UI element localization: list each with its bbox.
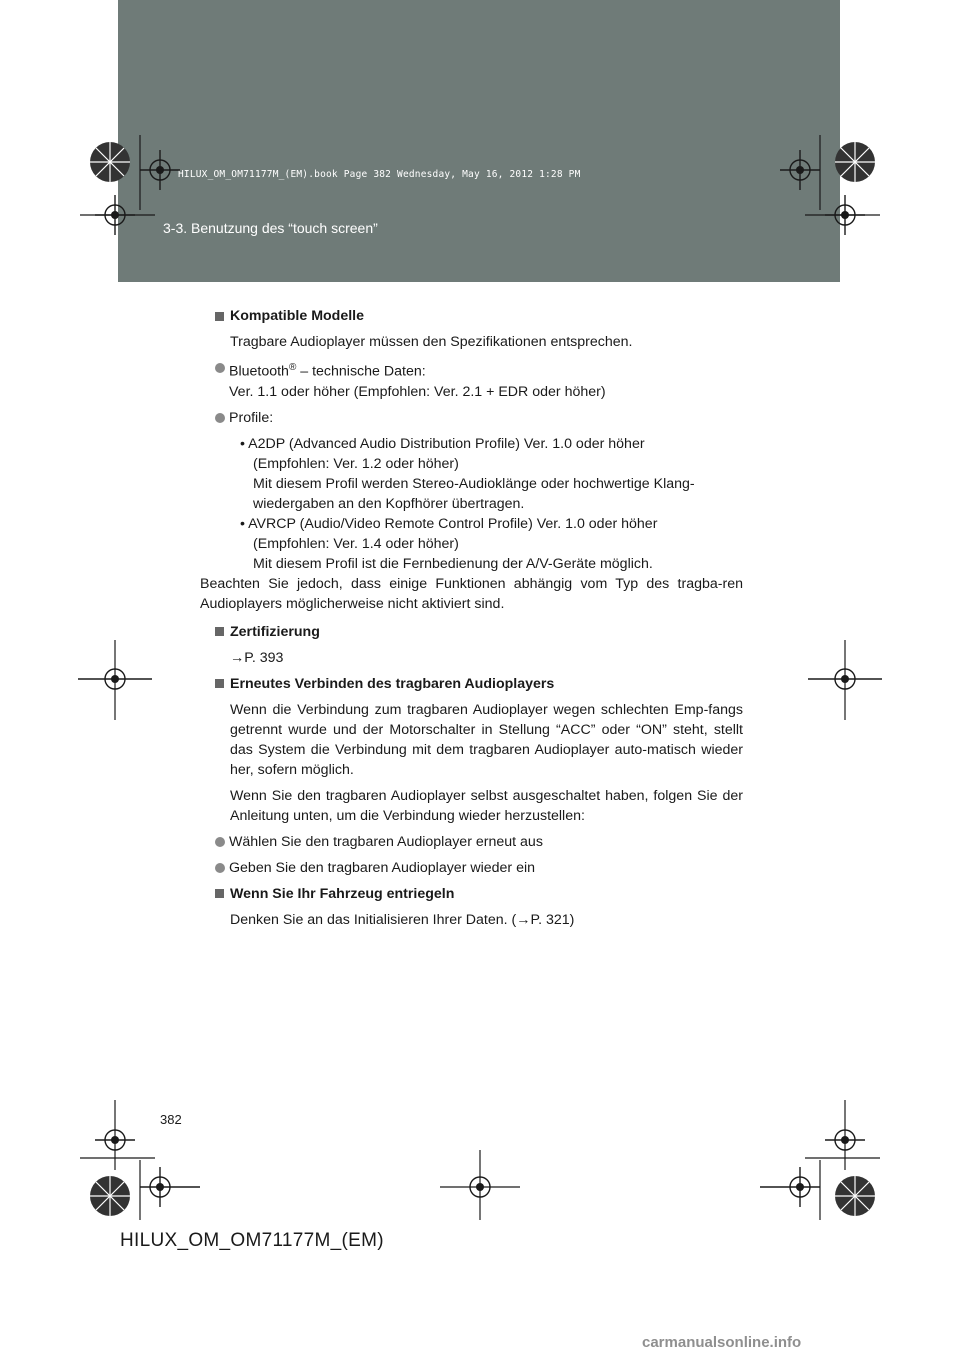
paragraph: Wenn Sie den tragbaren Audioplayer selbst ausgeschaltet haben, folgen Sie der Anleitung unten, um die Verbindung wieder herzustellen:	[230, 787, 743, 824]
square-bullet-icon	[215, 679, 224, 688]
round-bullet-icon	[215, 863, 225, 873]
section-heading-unlock: Wenn Sie Ihr Fahrzeug entriegeln	[215, 884, 743, 904]
footer-code: HILUX_OM_OM71177M_(EM)	[120, 1230, 384, 1251]
paragraph: Denken Sie an das Initialisieren Ihrer Daten. (→P. 321)	[230, 911, 575, 928]
print-stamp: HILUX_OM_OM71177M_(EM).book Page 382 Wednesday, May 16, 2012 1:28 PM	[178, 169, 581, 180]
round-bullet-icon	[215, 363, 225, 373]
list-item: • A2DP (Advanced Audio Distribution Profile) Ver. 1.0 oder höher	[240, 435, 645, 452]
section-heading-compatible: Kompatible Modelle	[215, 306, 743, 326]
section-title: 3-3. Benutzung des “touch screen”	[163, 220, 378, 236]
section-heading-certification: Zertifizierung	[215, 622, 743, 642]
bullet-select: Wählen Sie den tragbaren Audioplayer erneut aus	[215, 832, 743, 852]
profile-list: • A2DP (Advanced Audio Distribution Profile) Ver. 1.0 oder höher (Empfohlen: Ver. 1.2 oder höher) Mit diesem Profil werden Stereo-Audioklänge oder hochwertige Klang- wiedergaben an den Kopfhörer übertragen. • AVRCP (Audio/Video Remote Control Profile) Ver. 1.0 oder höher (Empfohlen: Ver. 1.4 oder höher) Mit diesem Profil ist die Fernbedienung der A/V-Geräte möglich.	[215, 434, 743, 574]
square-bullet-icon	[215, 312, 224, 321]
round-bullet-icon	[215, 413, 225, 423]
bullet-enter: Geben Sie den tragbaren Audioplayer wieder ein	[215, 858, 743, 878]
list-item: • AVRCP (Audio/Video Remote Control Profile) Ver. 1.0 oder höher	[240, 515, 658, 532]
paragraph: Tragbare Audioplayer müssen den Spezifikationen entsprechen.	[230, 334, 633, 350]
bullet-bluetooth: Bluetooth® – technische Daten: Ver. 1.1 oder höher (Empfohlen: Ver. 2.1 + EDR oder höher)	[215, 358, 743, 402]
square-bullet-icon	[215, 627, 224, 636]
round-bullet-icon	[215, 837, 225, 847]
page-content	[200, 306, 743, 930]
section-heading-reconnect: Erneutes Verbinden des tragbaren Audioplayers	[215, 674, 743, 694]
page-number: 382	[160, 1112, 182, 1127]
paragraph: Wenn die Verbindung zum tragbaren Audioplayer wegen schlechten Emp-fangs getrennt wurde und der Motorschalter in Stellung “ACC” oder “ON” steht, stellt das System die Verbindung mit dem tragbaren Audioplayer auto-matisch wieder her, sofern möglich.	[230, 701, 743, 778]
bullet-profile: Profile:	[215, 408, 743, 428]
square-bullet-icon	[215, 889, 224, 898]
watermark: carmanualsonline.info	[642, 1334, 802, 1351]
page-reference: →P. 393	[230, 649, 284, 666]
note-paragraph: Beachten Sie jedoch, dass einige Funktionen abhängig vom Typ des tragba-ren Audioplayers möglicherweise nicht aktiviert sind.	[200, 575, 743, 612]
